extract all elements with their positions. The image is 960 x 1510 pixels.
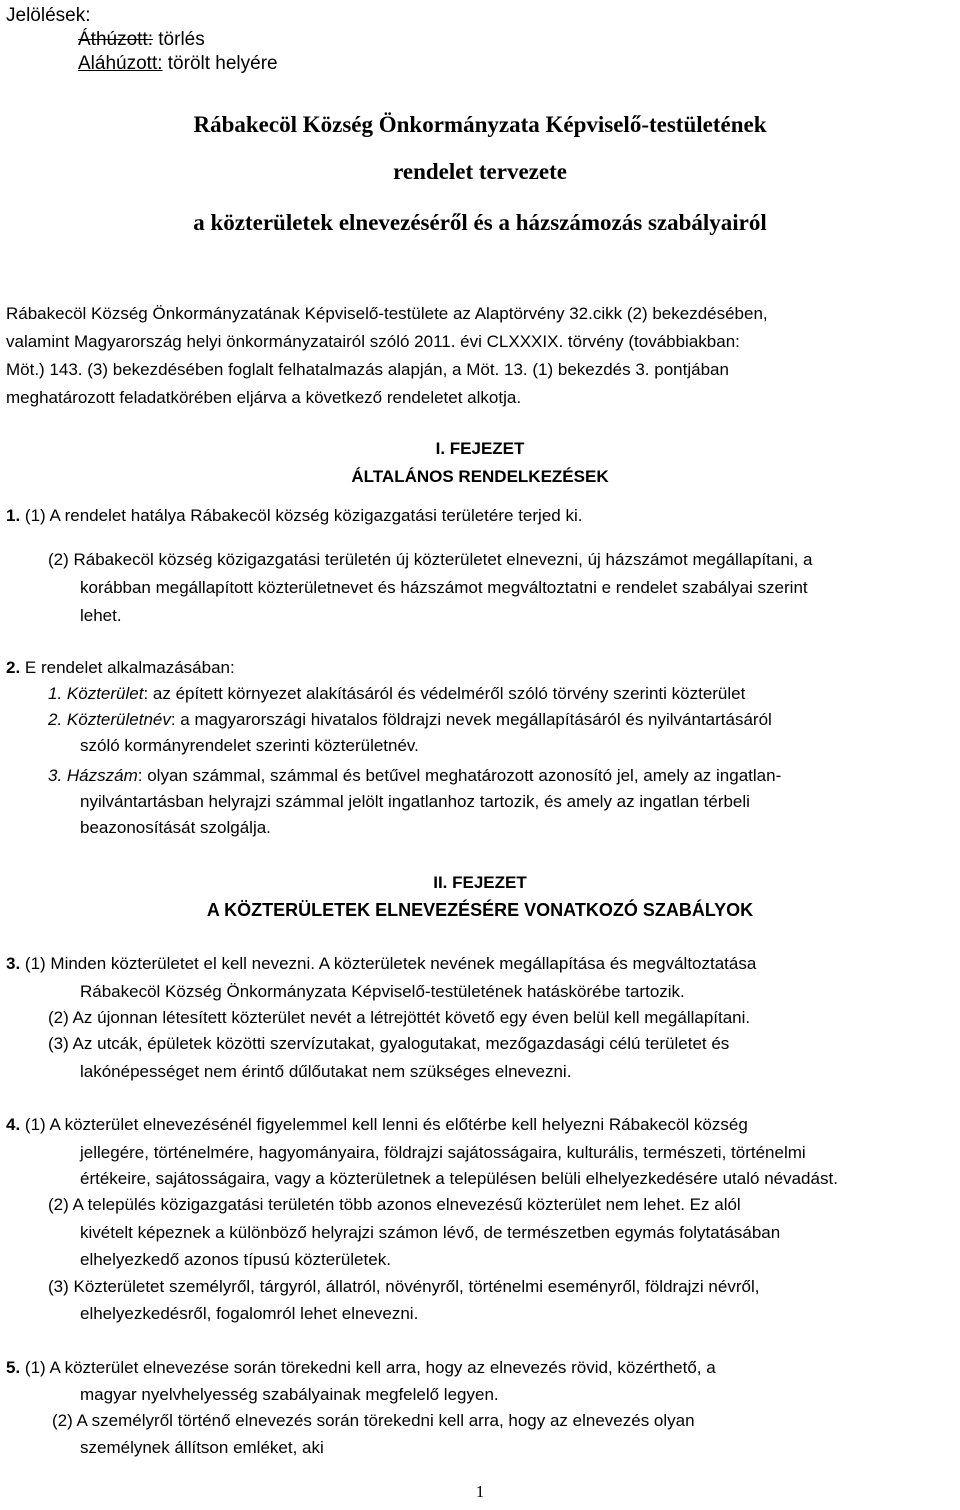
definition-1 [48,682,745,706]
section-text: korábban megállapított közterületnevet és házszámot megváltoztatni e rendelet szabályai szerint [80,578,808,597]
legend-under-desc: törölt helyére [162,53,278,74]
section-number: 5. [6,1358,21,1377]
chapter-title: A KÖZTERÜLETEK ELNEVEZÉSÉRE VONATKOZÓ SZABÁLYOK [206,900,754,920]
section-4 [6,1113,748,1137]
definition-2 [48,708,772,732]
section-text: személynek állítson emléket, aki [80,1438,324,1457]
definition-text: nyilvántartásban helyrajzi számmal jelölt ingatlanhoz tartozik, és amely az ingatlan térbeli [80,792,750,811]
section-text: (2) Az újonnan létesített közterület nevét a létrejöttét követő egy éven belül kell megállapítani. [48,1008,751,1027]
section-text: (3) Közterületet személyről, tárgyról, állatról, növényről, történelmi eseményről, földrajzi névről, [48,1277,760,1296]
section-text: kivételt képeznek a különböző helyrajzi számon lévő, de természetben egymás folytatásában [80,1223,781,1242]
section-5 [6,1356,716,1380]
section-number: 1. [6,506,21,525]
section-text: jellegére, történelmére, hagyományaira, földrajzi sajátosságaira, kulturális, természeti, történelmi [80,1143,806,1162]
section-text: magyar nyelvhelyesség szabályainak megfelelő legyen. [80,1385,499,1404]
section-text: elhelyezkedésről, fogalomról lehet elnevezni. [80,1304,419,1323]
section-text: (1) A közterület elnevezése során törekedni kell arra, hogy az elnevezés rövid, közérthető, a [20,1358,716,1377]
section-text: (1) A közterület elnevezésénél figyelemmel kell lenni és előtérbe kell helyezni Rábakecöl község [20,1115,748,1134]
definition-text: : a magyarországi hivatalos földrajzi nevek megállapításáról és nyilvántartásáról [170,710,772,729]
definition-number: 2. [48,710,67,729]
document-topic: a közterületek elnevezéséről és a házszámozás szabályairól [193,210,767,235]
section-text: lakónépességet nem érintő dűlőutakat nem szükséges elnevezni. [80,1062,572,1081]
section-2 [6,656,235,680]
section-text: (1) A rendelet hatálya Rábakecöl község közigazgatási területére terjed ki. [20,506,583,525]
definition-term: Közterületnév [66,710,171,729]
definition-3 [48,764,781,788]
legend-under-term: Aláhúzott: [78,53,163,74]
section-text: (2) Rábakecöl község közigazgatási területén új közterületet elnevezni, új házszámot megállapítani, a [48,550,813,569]
section-number: 2. [6,658,21,677]
section-text: elhelyezkedő azonos típusú közterületek. [80,1250,391,1269]
legend-heading: Jelölések: [6,5,91,26]
chapter-number: II. FEJEZET [433,873,527,892]
preamble-line: valamint Magyarország helyi önkormányzatairól szóló 2011. évi CLXXXIX. törvény (továbbiakban: [6,332,740,351]
section-text: Rábakecöl Község Önkormányzata Képviselő-testületének hatáskörébe tartozik. [80,982,685,1001]
preamble-line: Möt.) 143. (3) bekezdésében foglalt felhatalmazás alapján, a Möt. 13. (1) bekezdés 3. pontjában [6,360,729,379]
definition-term: Közterület [66,684,144,703]
definition-text: szóló kormányrendelet szerinti közterületnév. [80,736,419,755]
definition-number: 1. [48,684,67,703]
section-text: lehet. [80,606,122,625]
section-text: értékeire, sajátosságaira, vagy a közterületnek a településen belüli elhelyezkedésére utaló névadást. [80,1169,838,1188]
section-3 [6,952,756,976]
document-subtitle: rendelet tervezete [393,159,567,184]
section-text: (2) A személyről történő elnevezés során törekedni kell arra, hogy az elnevezés olyan [52,1411,695,1430]
definition-number: 3. [48,766,67,785]
section-text: (3) Az utcák, épületek közötti szervízutakat, gyalogutakat, mezőgazdasági célú területet és [48,1034,730,1053]
definition-text: : az épített környezet alakításáról és védelméről szóló törvény szerinti közterület [143,684,746,703]
definition-term: Házszám [66,766,138,785]
page-number: 1 [475,1482,485,1501]
definition-text: : olyan számmal, számmal és betűvel meghatározott azonosító jel, amely az ingatlan- [137,766,782,785]
document-title: Rábakecöl Község Önkormányzata Képviselő-testületének [193,112,767,137]
preamble-line: Rábakecöl Község Önkormányzatának Képviselő-testülete az Alaptörvény 32.cikk (2) bekezdésében, [6,304,768,323]
section-text: E rendelet alkalmazásában: [20,658,235,677]
legend-strike-row [78,28,205,52]
section-text: (1) Minden közterületet el kell nevezni. A közterületek nevének megállapítása és megváltoztatása [20,954,757,973]
section-text: (2) A település közigazgatási területén több azonos elnevezésű közterület nem lehet. Ez alól [48,1195,741,1214]
chapter-number: I. FEJEZET [435,439,525,458]
section-1 [6,504,582,528]
legend-underline-row [78,52,278,76]
legend-strike-term: Áthúzott: [78,29,153,50]
chapter-title: ÁLTALÁNOS RENDELKEZÉSEK [351,467,609,486]
section-number: 4. [6,1115,21,1134]
preamble-line: meghatározott feladatkörében eljárva a következő rendeletet alkotja. [6,388,522,407]
legend-strike-desc: törlés [153,29,205,50]
section-number: 3. [6,954,21,973]
definition-text: beazonosítását szolgálja. [80,818,271,837]
